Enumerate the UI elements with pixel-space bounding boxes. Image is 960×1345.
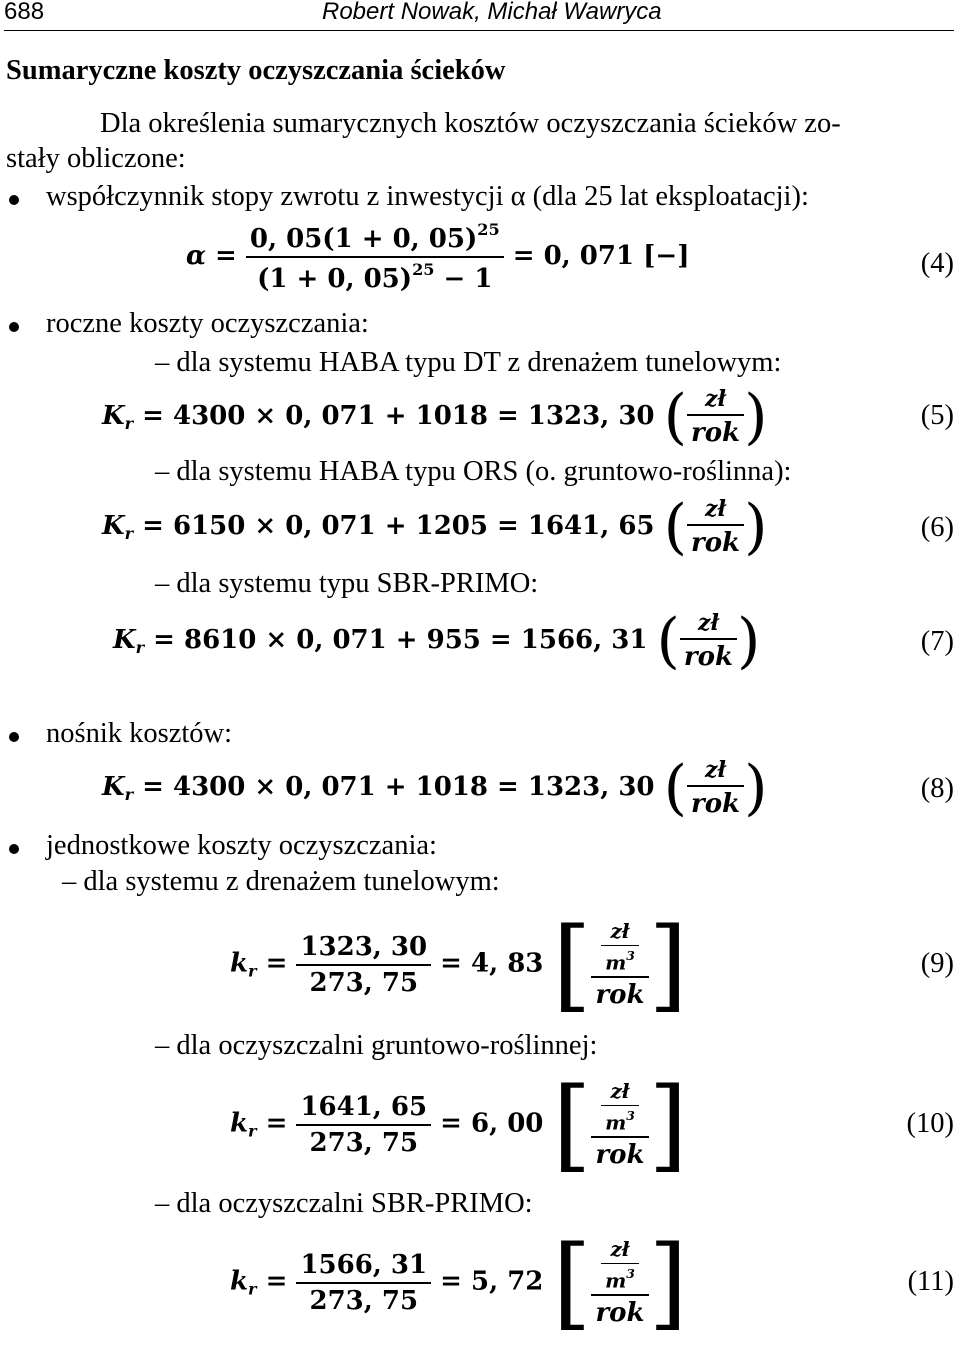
dash-item-sbr-primo: – dla oczyszczalni SBR-PRIMO:: [155, 1188, 533, 1219]
eq11-symbol: k: [230, 1266, 249, 1297]
eq8-unit-numerator: zł: [705, 757, 727, 783]
equation-number-9: (9): [920, 948, 954, 979]
eq4-den-exponent: 25: [412, 260, 435, 280]
equation-number-7: (7): [920, 626, 954, 657]
running-header-authors: Robert Nowak, Michał Wawryca: [322, 0, 662, 25]
eq5-subscript: r: [124, 414, 134, 434]
dash-item-soil-plant: – dla oczyszczalni gruntowo-roślinnej:: [155, 1030, 598, 1061]
equation-number-8: (8): [920, 773, 954, 804]
intro-line-2: stały obliczone:: [6, 143, 186, 174]
eq6-symbol: K: [102, 511, 125, 541]
eq11-subscript: r: [248, 1279, 257, 1299]
eq6-unit-denominator: rok: [691, 528, 741, 558]
bullet-marker: [9, 844, 19, 854]
eq11-denominator: 273, 75: [309, 1285, 419, 1316]
eq8-expression: = 4300 × 0, 071 + 1018 = 1323, 30: [133, 772, 655, 802]
eq10-denominator: 273, 75: [309, 1127, 419, 1158]
eq11-unit-rok: rok: [595, 1298, 645, 1329]
eq9-denominator: 273, 75: [309, 967, 419, 998]
eq4-num-exponent: 25: [477, 220, 500, 239]
equation-9: $k_r$ = $\frac{1323, 30}{273, 75}$ = 4, 83 [ $\frac{\frac{zł}{m^3}}{\text{rok}}$ ]: [230, 906, 688, 1023]
eq9-symbol: k: [230, 948, 249, 979]
eq4-lhs: α =: [186, 241, 237, 272]
eq4-den-minus: − 1: [434, 264, 493, 295]
intro-line-1: Dla określenia sumarycznych kosztów oczyszczania ścieków zo-: [100, 108, 841, 139]
eq5-symbol: K: [102, 401, 125, 431]
eq7-unit-denominator: rok: [683, 642, 733, 672]
eq10-unit-rok: rok: [595, 1140, 645, 1171]
eq9-unit-rok: rok: [595, 980, 645, 1011]
bullet-marker: [9, 322, 19, 332]
eq4-numerator: 0, 05(1 + 0, 05): [249, 224, 478, 255]
eq9-subscript: r: [248, 961, 257, 981]
eq5-expression: = 4300 × 0, 071 + 1018 = 1323, 30: [133, 401, 655, 431]
eq10-unit-m: m: [605, 1110, 627, 1135]
eq10-numerator: 1641, 65: [300, 1091, 428, 1122]
dash-item-sbr: – dla systemu typu SBR-PRIMO:: [155, 568, 539, 599]
bullet-marker: [9, 195, 19, 205]
eq10-subscript: r: [248, 1121, 257, 1141]
eq11-rhs: = 5, 72: [440, 1266, 544, 1297]
eq7-symbol: K: [113, 625, 136, 655]
equation-7: $K_r = 8610 \times 0$, 071 + 955 = 1566, 31 ( $\frac{zł}{\text{rok}}$ ): [113, 606, 761, 676]
eq10-unit-exponent: 3: [626, 1107, 635, 1123]
eq11-unit-m: m: [605, 1268, 627, 1293]
eq8-unit-denominator: rok: [691, 789, 741, 819]
running-header: [4, 0, 954, 31]
eq6-subscript: r: [124, 524, 134, 544]
eq10-symbol: k: [230, 1108, 249, 1139]
equation-number-6: (6): [920, 512, 954, 543]
dash-item-ors: – dla systemu HABA typu ORS (o. gruntowo-roślinna):: [155, 456, 792, 487]
eq7-unit-numerator: zł: [697, 610, 719, 636]
eq6-expression: = 6150 × 0, 071 + 1205 = 1641, 65: [133, 511, 655, 541]
equation-10: $k_r$ = $\frac{1641, 65}{273, 75}$ = 6, 00 [ $\frac{\frac{zł}{m^3}}{\text{rok}}$ ]: [230, 1066, 688, 1183]
equation-6: $K_r = 6150 \times 0$, 071 + 1205 = 1641, 65 ( $\frac{zł}{\text{rok}}$ ): [102, 492, 768, 562]
bullet-text-annual-costs: roczne koszty oczyszczania:: [46, 308, 369, 339]
dash-item-dt: – dla systemu HABA typu DT z drenażem tunelowym:: [155, 347, 782, 378]
eq5-unit-denominator: rok: [691, 418, 741, 448]
bullet-marker: [9, 732, 19, 742]
equation-number-4: (4): [920, 248, 954, 279]
equation-11: $k_r$ = $\frac{1566, 31}{273, 75}$ = 5, 72 [ $\frac{\frac{zł}{m^3}}{\text{rok}}$ ]: [230, 1224, 688, 1341]
equation-number-11: (11): [907, 1266, 954, 1297]
eq4-denominator: (1 + 0, 05): [257, 264, 413, 295]
bullet-text-unit-costs: jednostkowe koszty oczyszczania:: [46, 830, 437, 861]
equation-number-10: (10): [906, 1108, 954, 1139]
eq7-expression: = 8610 × 0, 071 + 955 = 1566, 31: [144, 625, 648, 655]
equation-4: [186, 220, 690, 294]
eq4-rhs: = 0, 071 [−]: [512, 241, 690, 272]
page-number: 688: [4, 0, 45, 25]
eq8-symbol: K: [102, 772, 125, 802]
eq7-subscript: r: [135, 638, 145, 658]
eq9-unit-m: m: [605, 950, 627, 975]
eq10-rhs: = 6, 00: [440, 1108, 544, 1139]
eq11-numerator: 1566, 31: [300, 1249, 428, 1280]
eq10-unit-zl: zł: [610, 1078, 630, 1103]
eq8-subscript: r: [124, 785, 134, 805]
eq11-unit-zl: zł: [610, 1236, 630, 1261]
eq11-unit-exponent: 3: [626, 1265, 635, 1281]
equation-8: $K_r = 4300 \times 0$, 071 + 1018 = 1323, 30 ( $\frac{zł}{\text{rok}}$ ): [102, 753, 768, 823]
bullet-text-return-rate: współczynnik stopy zwrotu z inwestycji α (dla 25 lat eksploatacji):: [46, 181, 809, 212]
bullet-text-cost-carrier: nośnik kosztów:: [46, 718, 233, 749]
dash-item-tunnel: – dla systemu z drenażem tunelowym:: [62, 866, 500, 897]
equation-number-5: (5): [920, 400, 954, 431]
eq9-numerator: 1323, 30: [300, 931, 428, 962]
eq9-unit-exponent: 3: [626, 947, 635, 963]
section-title: Sumaryczne koszty oczyszczania ścieków: [6, 55, 506, 86]
equation-5: $K_r = 4300 \times 0$, 071 + 1018 = 1323, 30 ( $\frac{zł}{\text{rok}}$ ): [102, 382, 768, 452]
eq6-unit-numerator: zł: [705, 496, 727, 522]
eq9-rhs: = 4, 83: [440, 948, 544, 979]
eq4-fraction: [246, 220, 504, 294]
eq5-unit-numerator: zł: [705, 386, 727, 412]
eq9-unit-zl: zł: [610, 918, 630, 943]
